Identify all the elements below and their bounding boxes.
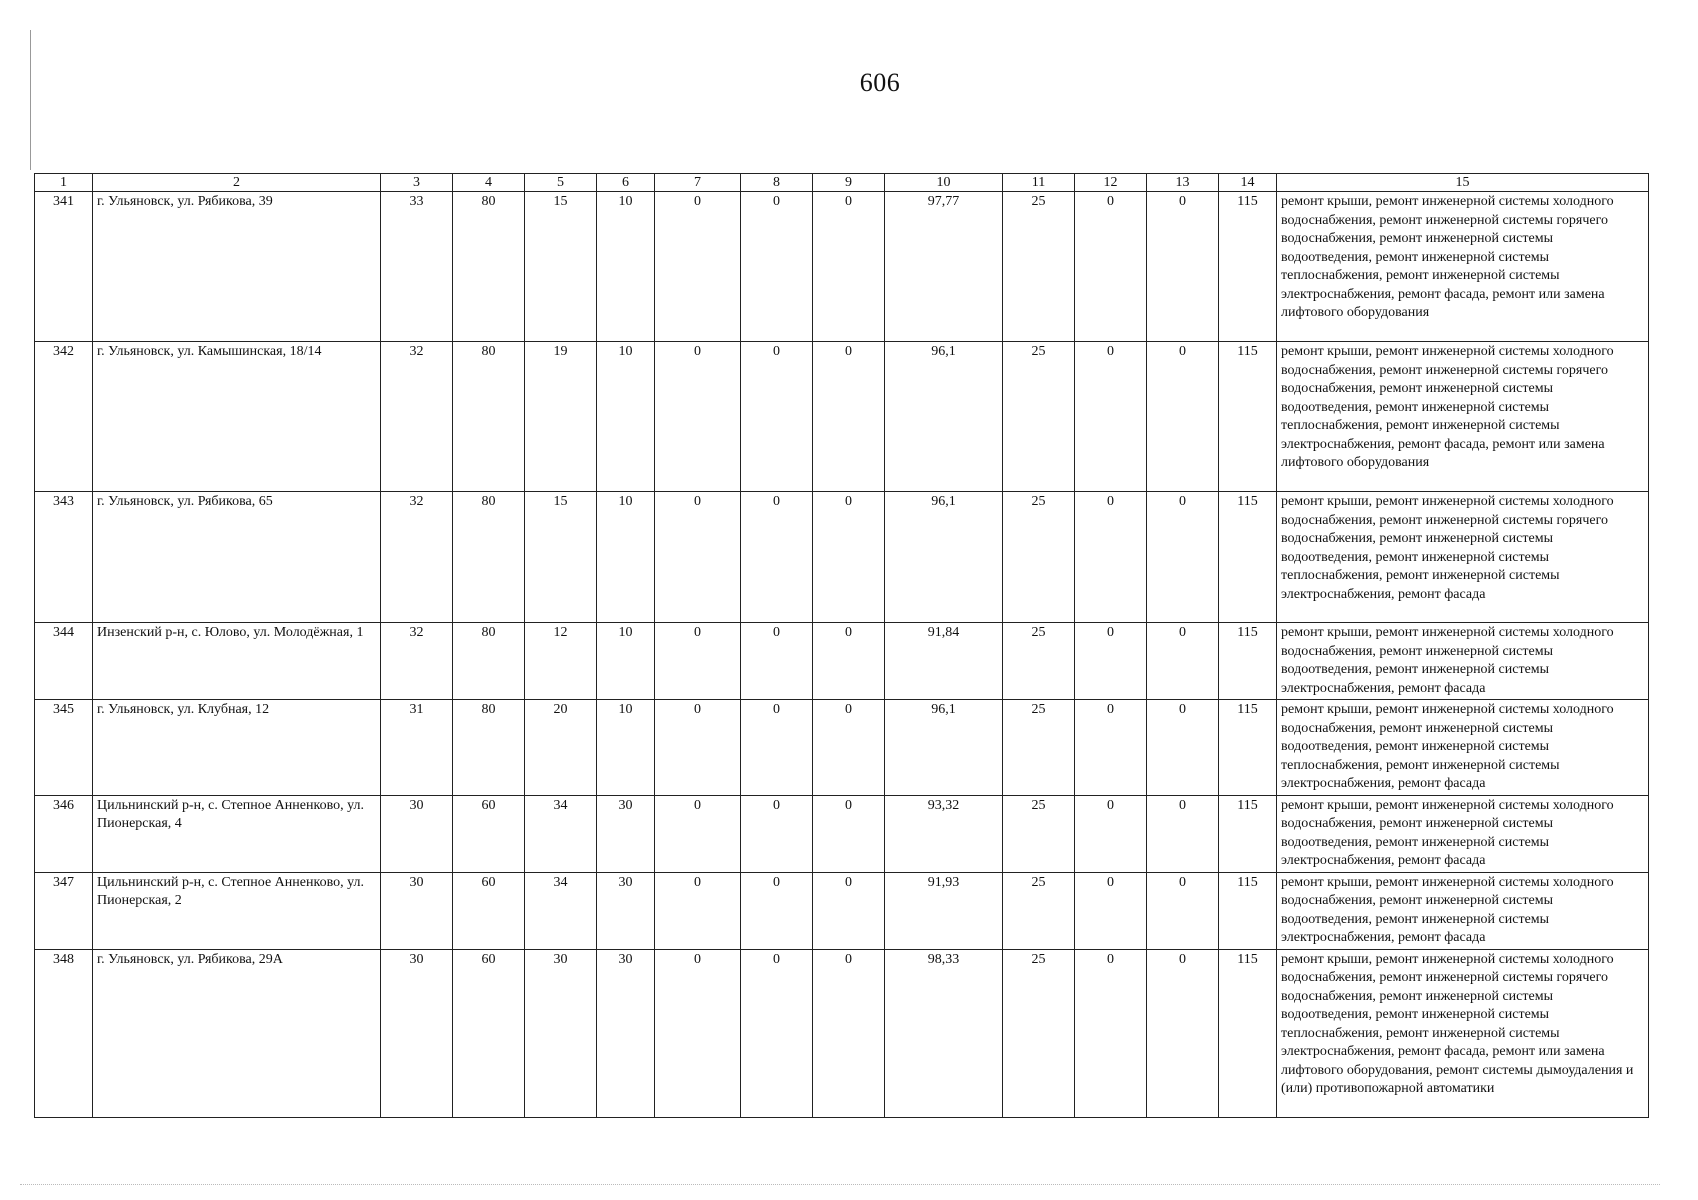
value-cell: 0 [1075, 872, 1147, 949]
value-cell: 0 [741, 795, 813, 872]
value-cell: 91,84 [885, 623, 1003, 700]
value-cell: 0 [813, 795, 885, 872]
value-cell: 25 [1003, 700, 1075, 796]
row-number: 347 [35, 872, 93, 949]
value-cell: 25 [1003, 795, 1075, 872]
value-cell: 80 [453, 342, 525, 492]
value-cell: 96,1 [885, 700, 1003, 796]
value-cell: 0 [741, 949, 813, 1117]
address-cell: г. Ульяновск, ул. Камышинская, 18/14 [93, 342, 381, 492]
value-cell: 10 [597, 192, 655, 342]
value-cell: 0 [655, 492, 741, 623]
scan-edge-noise [20, 1184, 1660, 1186]
row-number: 346 [35, 795, 93, 872]
value-cell: 15 [525, 192, 597, 342]
value-cell: 0 [1075, 795, 1147, 872]
row-number: 341 [35, 192, 93, 342]
address-cell: Инзенский р-н, с. Юлово, ул. Молодёжная, 1 [93, 623, 381, 700]
value-cell: 0 [813, 492, 885, 623]
value-cell: 80 [453, 623, 525, 700]
value-cell: 0 [741, 192, 813, 342]
value-cell: 0 [1075, 192, 1147, 342]
column-header: 6 [597, 174, 655, 192]
value-cell: 0 [655, 623, 741, 700]
value-cell: 0 [1147, 623, 1219, 700]
value-cell: 60 [453, 795, 525, 872]
value-cell: 115 [1219, 342, 1277, 492]
value-cell: 0 [1147, 192, 1219, 342]
table-row [35, 872, 1649, 949]
value-cell: 10 [597, 342, 655, 492]
value-cell: 97,77 [885, 192, 1003, 342]
value-cell: 0 [1147, 949, 1219, 1117]
value-cell: 30 [597, 872, 655, 949]
column-header: 15 [1277, 174, 1649, 192]
value-cell: 93,32 [885, 795, 1003, 872]
value-cell: 0 [741, 623, 813, 700]
value-cell: 30 [381, 872, 453, 949]
works-list-cell: ремонт крыши, ремонт инженерной системы холодного водоснабжения, ремонт инженерной системы горячего водоснабжения, ремонт инженерной системы водоотведения, ремонт инженерной системы теплоснабжения, ремонт инженерной системы электроснабжения, ремонт фасада, ремонт или замена лифтового оборудования, ремонт системы дымоудаления и (или) противопожарной автоматики [1277, 949, 1649, 1117]
address-cell: г. Ульяновск, ул. Рябикова, 39 [93, 192, 381, 342]
value-cell: 0 [655, 700, 741, 796]
value-cell: 0 [655, 342, 741, 492]
value-cell: 0 [1147, 795, 1219, 872]
table-row [35, 795, 1649, 872]
value-cell: 34 [525, 872, 597, 949]
row-number: 345 [35, 700, 93, 796]
value-cell: 0 [813, 342, 885, 492]
value-cell: 25 [1003, 492, 1075, 623]
column-header: 11 [1003, 174, 1075, 192]
address-cell: Цильнинский р-н, с. Степное Анненково, ул. Пионерская, 2 [93, 872, 381, 949]
value-cell: 0 [741, 700, 813, 796]
value-cell: 96,1 [885, 342, 1003, 492]
table-row [35, 192, 1649, 342]
row-number: 342 [35, 342, 93, 492]
value-cell: 20 [525, 700, 597, 796]
value-cell: 15 [525, 492, 597, 623]
row-number: 343 [35, 492, 93, 623]
address-cell: Цильнинский р-н, с. Степное Анненково, ул. Пионерская, 4 [93, 795, 381, 872]
repair-register-table [34, 173, 1649, 1118]
value-cell: 30 [597, 795, 655, 872]
value-cell: 115 [1219, 700, 1277, 796]
value-cell: 0 [813, 623, 885, 700]
value-cell: 19 [525, 342, 597, 492]
value-cell: 98,33 [885, 949, 1003, 1117]
works-list-cell: ремонт крыши, ремонт инженерной системы холодного водоснабжения, ремонт инженерной системы водоотведения, ремонт инженерной системы теплоснабжения, ремонт инженерной системы электроснабжения, ремонт фасада [1277, 700, 1649, 796]
value-cell: 30 [597, 949, 655, 1117]
table-row [35, 700, 1649, 796]
column-header: 8 [741, 174, 813, 192]
value-cell: 0 [813, 192, 885, 342]
page-number: 606 [859, 68, 901, 97]
address-cell: г. Ульяновск, ул. Рябикова, 29А [93, 949, 381, 1117]
value-cell: 25 [1003, 192, 1075, 342]
value-cell: 115 [1219, 492, 1277, 623]
row-number: 344 [35, 623, 93, 700]
value-cell: 0 [813, 872, 885, 949]
works-list-cell: ремонт крыши, ремонт инженерной системы холодного водоснабжения, ремонт инженерной системы водоотведения, ремонт инженерной системы электроснабжения, ремонт фасада [1277, 623, 1649, 700]
value-cell: 0 [1075, 949, 1147, 1117]
address-cell: г. Ульяновск, ул. Клубная, 12 [93, 700, 381, 796]
value-cell: 10 [597, 700, 655, 796]
value-cell: 115 [1219, 949, 1277, 1117]
column-header: 10 [885, 174, 1003, 192]
works-list-cell: ремонт крыши, ремонт инженерной системы холодного водоснабжения, ремонт инженерной системы водоотведения, ремонт инженерной системы электроснабжения, ремонт фасада [1277, 795, 1649, 872]
value-cell: 10 [597, 623, 655, 700]
table-row [35, 342, 1649, 492]
value-cell: 60 [453, 949, 525, 1117]
value-cell: 0 [1075, 623, 1147, 700]
value-cell: 33 [381, 192, 453, 342]
value-cell: 115 [1219, 623, 1277, 700]
column-header: 4 [453, 174, 525, 192]
value-cell: 0 [813, 949, 885, 1117]
value-cell: 80 [453, 192, 525, 342]
value-cell: 0 [813, 700, 885, 796]
column-header: 1 [35, 174, 93, 192]
value-cell: 0 [655, 949, 741, 1117]
value-cell: 25 [1003, 623, 1075, 700]
value-cell: 0 [1147, 700, 1219, 796]
value-cell: 32 [381, 623, 453, 700]
column-header: 3 [381, 174, 453, 192]
value-cell: 34 [525, 795, 597, 872]
table-row [35, 492, 1649, 623]
value-cell: 0 [1147, 872, 1219, 949]
value-cell: 10 [597, 492, 655, 623]
value-cell: 0 [655, 192, 741, 342]
column-header: 7 [655, 174, 741, 192]
column-header: 14 [1219, 174, 1277, 192]
column-number-row [35, 174, 1649, 192]
value-cell: 60 [453, 872, 525, 949]
table-row [35, 623, 1649, 700]
value-cell: 31 [381, 700, 453, 796]
value-cell: 115 [1219, 872, 1277, 949]
works-list-cell: ремонт крыши, ремонт инженерной системы холодного водоснабжения, ремонт инженерной системы горячего водоснабжения, ремонт инженерной системы водоотведения, ремонт инженерной системы теплоснабжения, ремонт инженерной системы электроснабжения, ремонт фасада, ремонт или замена лифтового оборудования [1277, 192, 1649, 342]
margin-rule [30, 30, 31, 170]
value-cell: 0 [655, 795, 741, 872]
value-cell: 30 [525, 949, 597, 1117]
value-cell: 0 [1147, 342, 1219, 492]
value-cell: 32 [381, 342, 453, 492]
value-cell: 115 [1219, 192, 1277, 342]
value-cell: 0 [741, 872, 813, 949]
value-cell: 91,93 [885, 872, 1003, 949]
value-cell: 25 [1003, 342, 1075, 492]
value-cell: 80 [453, 700, 525, 796]
works-list-cell: ремонт крыши, ремонт инженерной системы холодного водоснабжения, ремонт инженерной системы горячего водоснабжения, ремонт инженерной системы водоотведения, ремонт инженерной системы теплоснабжения, ремонт инженерной системы электроснабжения, ремонт фасада [1277, 492, 1649, 623]
value-cell: 80 [453, 492, 525, 623]
value-cell: 0 [1075, 342, 1147, 492]
column-header: 5 [525, 174, 597, 192]
value-cell: 25 [1003, 949, 1075, 1117]
address-cell: г. Ульяновск, ул. Рябикова, 65 [93, 492, 381, 623]
column-header: 2 [93, 174, 381, 192]
value-cell: 30 [381, 795, 453, 872]
value-cell: 0 [1075, 700, 1147, 796]
value-cell: 0 [1075, 492, 1147, 623]
column-header: 9 [813, 174, 885, 192]
value-cell: 30 [381, 949, 453, 1117]
value-cell: 12 [525, 623, 597, 700]
table-row [35, 949, 1649, 1117]
row-number: 348 [35, 949, 93, 1117]
value-cell: 32 [381, 492, 453, 623]
value-cell: 0 [741, 492, 813, 623]
value-cell: 0 [1147, 492, 1219, 623]
column-header: 13 [1147, 174, 1219, 192]
value-cell: 96,1 [885, 492, 1003, 623]
works-list-cell: ремонт крыши, ремонт инженерной системы холодного водоснабжения, ремонт инженерной системы водоотведения, ремонт инженерной системы электроснабжения, ремонт фасада [1277, 872, 1649, 949]
value-cell: 0 [655, 872, 741, 949]
works-list-cell: ремонт крыши, ремонт инженерной системы холодного водоснабжения, ремонт инженерной системы горячего водоснабжения, ремонт инженерной системы водоотведения, ремонт инженерной системы теплоснабжения, ремонт инженерной системы электроснабжения, ремонт фасада, ремонт или замена лифтового оборудования [1277, 342, 1649, 492]
value-cell: 115 [1219, 795, 1277, 872]
value-cell: 25 [1003, 872, 1075, 949]
value-cell: 0 [741, 342, 813, 492]
column-header: 12 [1075, 174, 1147, 192]
